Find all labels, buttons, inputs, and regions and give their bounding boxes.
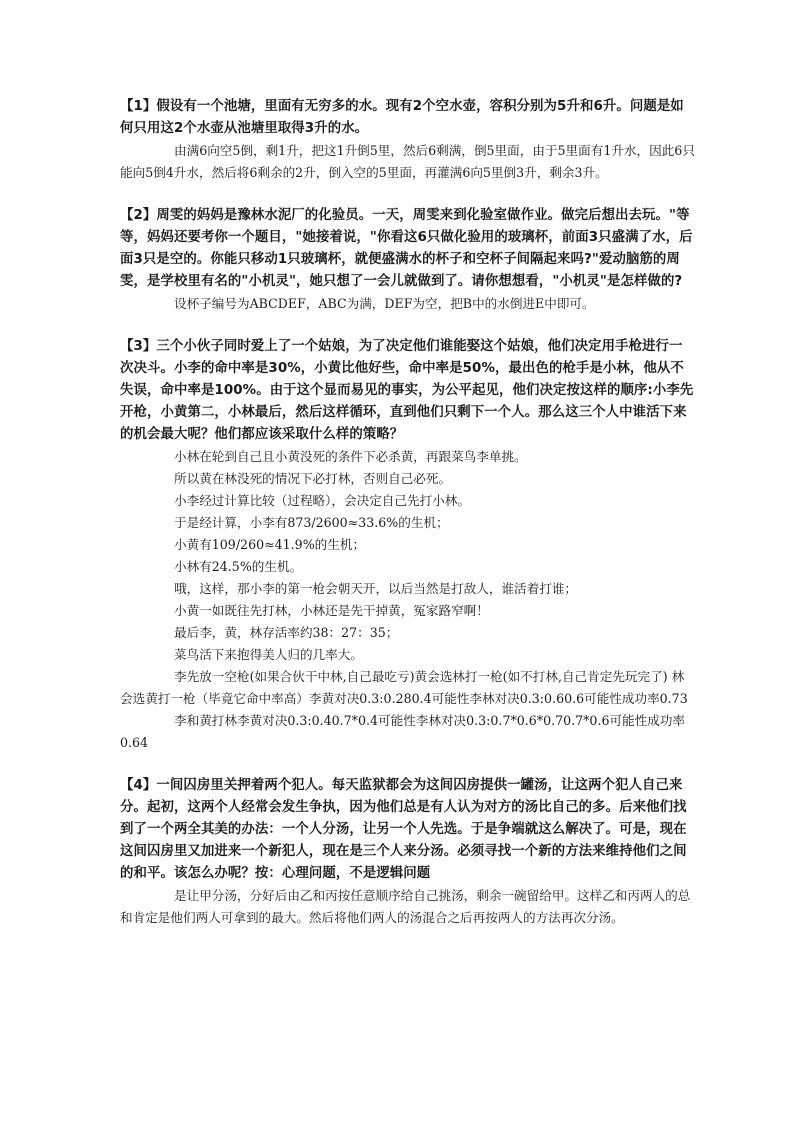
answer-line: 李先放一空枪(如果合伙干中林,自己最吃亏)黄会选林打一枪(如不打林,自己肯定先玩完了) 林会选黄打一枪（毕竟它命中率高）李黄对决0.3:0.280.4可能性李林对决0.3:0.60.6可能性成功率0.73 (120, 669, 688, 706)
puzzle-2 (120, 205, 695, 315)
question-text: 【2】周雯的妈妈是豫林水泥厂的化验员。一天，周雯来到化验室做作业。做完后想出去玩。"等等，妈妈还要考你一个题目，"她接着说，"你看这6只做化验用的玻璃杯，前面3只盛满了水，后面3只是空的。你能只移动1只玻璃杯，就便盛满水的杯子和空杯子间隔起来吗?"爱动脑筋的周雯，是学校里有名的"小机灵"，她只想了一会儿就做到了。请你想想看，"小机灵"是怎样做的? (120, 208, 693, 289)
question-text: 【3】三个小伙子同时爱上了一个姑娘，为了决定他们谁能娶这个姑娘，他们决定用手枪进行一次决斗。小李的命中率是30%，小黄比他好些，命中率是50%，最出色的枪手是小林，他从不失误，命中率是100%。由于这个显而易见的事实，为公平起见，他们决定按这样的顺序:小李先开枪，小黄第二，小林最后，然后这样循环，直到他们只剩下一个人。那么这三个人中谁活下来的机会最大呢？他们都应该采取什么样的策略？ (120, 339, 694, 442)
answer-line: 小黄一如既往先打林，小林还是先干掉黄，冤家路窄啊！ (174, 603, 489, 618)
answer-line: 于是经计算，小李有873/2600≈33.6%的生机； (174, 515, 449, 530)
answer-line: 小李经过计算比较（过程略），会决定自己先打小林。 (174, 493, 470, 508)
puzzle-3 (120, 336, 695, 754)
answer-line: 哦，这样，那小李的第一枪会朝天开，以后当然是打敌人，谁活着打谁； (174, 581, 577, 596)
document-page (120, 96, 695, 950)
answer-line: 菜鸟活下来抱得美人归的几率大。 (174, 647, 363, 662)
answer-line: 李和黄打林李黄对决0.3:0.40.7*0.4可能性李林对决0.3:0.7*0.6*0.70.7*0.6可能性成功率0.64 (120, 713, 686, 750)
question-text: 【4】一间囚房里关押着两个犯人。每天监狱都会为这间囚房提供一罐汤，让这两个犯人自己来分。起初，这两个人经常会发生争执，因为他们总是有人认为对方的汤比自己的多。后来他们找到了一个两全其美的办法：一个人分汤，让另一个人先选。于是争端就这么解决了。可是，现在这间囚房里又加进来一个新犯人，现在是三个人来分汤。必须寻找一个新的方法来维持他们之间的和平。该怎么办呢？按：心理问题，不是逻辑问题 (120, 778, 687, 881)
answer-line: 小黄有109/260≈41.9%的生机； (174, 537, 366, 552)
answer-text: 设杯子编号为ABCDEF，ABC为满，DEF为空，把B中的水倒进E中即可。 (174, 296, 595, 311)
answer-text: 是让甲分汤，分好后由乙和丙按任意顺序给自己挑汤，剩余一碗留给甲。这样乙和丙两人的总和肯定是他们两人可拿到的最大。然后将他们两人的汤混合之后再按两人的方法再次分汤。 (120, 888, 691, 925)
puzzle-4 (120, 775, 695, 929)
answer-line: 小林有24.5%的生机。 (174, 559, 303, 574)
answer-line: 小林在轮到自己且小黄没死的条件下必杀黄，再跟菜鸟李单挑。 (174, 449, 527, 464)
answer-line: 所以黄在林没死的情况下必打林，否则自己必死。 (174, 471, 452, 486)
question-text: 【1】假设有一个池塘，里面有无穷多的水。现有2个空水壶，容积分别为5升和6升。问题是如何只用这2个水壶从池塘里取得3升的水。 (120, 99, 684, 136)
answer-line: 最后李，黄，林存活率约38：27：35； (174, 625, 399, 640)
answer-text: 由满6向空5倒，剩1升，把这1升倒5里，然后6剩满，倒5里面，由于5里面有1升水，因此6只能向5倒4升水，然后将6剩余的2升，倒入空的5里面，再灌满6向5里倒3升，剩余3升。 (120, 143, 695, 180)
puzzle-1 (120, 96, 695, 184)
